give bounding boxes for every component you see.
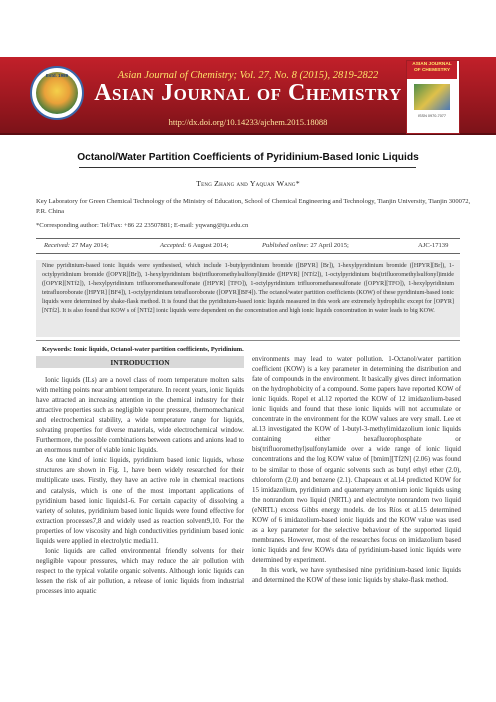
cover-issn: ISSN 0970-7077 (417, 114, 447, 118)
intro-paragraph: environments may lead to water pollution. 1-Octanol/water partition coefficient (KOW) is a key parameter in determining the distribution and fate of compounds in the environment. It basically gives direct information on the hydrophobicity of a compound. Some papers have reported KOW of ionic liquids. Ropel et al.12 reported the KOW of 12 imidazolium-based ionic liquids and found that these ionic liquids will not accumulate or concentrate in the environment for the KOW values are very small. Lee et al.13 investigated the KOW of 1-butyl-3-methylimidazolium ionic liquids containing either hexafluorophosphate or bis(trifluoromethyl)sulfonylamide over a wide range of ionic liquid concentrations and the log KOW value of [bmim][Tf2N] (2.06) was found to be similar to those of organic solvents such as butyl ethyl ether (2.0), chloroform (2.0) and benzene (2.1). Chapeaux et al.14 predicted KOW for 15 imidazolium, pyridinium and quaternary ammonium ionic liquids using the nonrandom two liquid (NRTL) and electrolyte nonrandom two liquid (eNRTL) excess Gibbs energy models. de los Ríos et al.15 determined KOW of 6 imidazolium-based ionic liquids and the KOW value was used as a key parameter for the selective behaviour of the supported liquid membranes. However, most of the researches focus on imidazolium based ionic liquids and few KOWs data of pyridinium-based ionic liquids were determined by experiment. (252, 356, 461, 564)
dates-rule-top (36, 238, 460, 239)
dates-rule-bottom (36, 253, 460, 254)
left-column (36, 376, 244, 597)
article-id: AJC-17139 (418, 242, 449, 249)
abstract-text: Nine pyridinium-based ionic liquids were synthesised, which include 1-butylpyridinium bromide ([BPYR] [Br]), 1-hexylpyridinium bromide ([HPYR][Br]), 1-octylpyridinium bromide ([OPYR][Br]), 1-hexylpyridinium bis(trifluoromethylsulfonyl)imide ([HPYR] [NTf2]), 1-octylpyridinium bis(trifluoromethylsulfonyl)imide ([OPYR][NTf2]), 1-hexylpyridinium trifluoromethanesulfonate ([HPYR] [TFO]), 1-octylpyridinium trifluoromethanesulfonate ([OPYR][TFO]), 1-hexylpyridinium tetrafluoroborate ([HPYR] [BF4]), 1-octylpyridinium tetrafluoroborate ([OPYR][BF4]). The octanol/water partition coefficients (KOW) of these pyridinium-based ionic liquids were determined by shake-flask method. It is found that the pyridinium-based ionic liquids measured in this work are extremely hydrophilic except for [OPYR] [NTf2]. It is also found that KOW s of [NTf2] ionic liquids were dependent on the concentration and high ionic liquids concentration in water leads to big KOW. (42, 263, 454, 315)
logo-text: Estd. 1989 (45, 73, 69, 78)
article-title: Octanol/Water Partition Coefficients of Pyridinium-Based Ionic Liquids (77, 152, 419, 163)
journal-title: Asian Journal of Chemistry (94, 80, 402, 106)
intro-paragraph: Ionic liquids (ILs) are a novel class of room temperature molten salts with melting points near ambient temperature. In recent years, ionic liquids have attracted an increasing attention in the chemical industry for their attractive properties such as negligible vapour pressure, thermomechanical and electrochemical stability, a wide temperature range for liquids, solvating properties for diverse materials, wide electrochemical window. Furthermore, the possible combinations between cations and anions lead to an enormous number of viable ionic liquids. (36, 377, 244, 455)
keywords: Keywords: Ionic liquids, Octanol-water partition coefficients, Pyridinium. (42, 346, 244, 353)
intro-paragraph: Ionic liquids are called environmental friendly solvents for their negligible vapour pressures, which may reduce the air pollution with respect to the typical volatile organic solvents. Although ionic liquids can lessen the risk of air pollution, a release of ionic liquids from industrial processes into aquatic (36, 547, 244, 595)
cover-title-line1: ASIAN JOURNAL (412, 62, 452, 67)
accepted-value: 6 August 2014; (188, 242, 229, 249)
journal-citation: Asian Journal of Chemistry; Vol. 27, No. 8 (2015), 2819-2822 (117, 70, 379, 81)
keywords-rule-top (36, 340, 460, 341)
section-heading-introduction: INTRODUCTION (110, 358, 170, 367)
intro-paragraph: In this work, we have synthesised nine pyridinium-based ionic liquids and determined the KOW of these ionic liquids by shake-flask method. (252, 566, 461, 585)
received-value: 27 May 2014; (71, 242, 109, 249)
intro-paragraph: As one kind of ionic liquids, pyridinium based ionic liquids, whose structures are shown in Fig. 1, have been widely researched for their multiplicate uses. Firstly, they have an active role in chemical reactions and catalysis, which is one of the most important applications of pyridinium based ionic liquids1-6. For certain capacity of dissolving a variety of solutes, pyridinium based ionic liquids were found effective for extraction processes7,8 and widely used as reaction solvent9,10. For the properties of low viscosity and high conductivities pyridinium based ionic liquids were applied in electrolytic media11. (36, 457, 244, 545)
right-column (252, 355, 461, 586)
corresponding-author: *Corresponding author: Tel/Fax: +86 22 23507881; E-mail: yqwang@tju.edu.cn (36, 222, 249, 229)
cover-title-line2: OF CHEMISTRY (413, 67, 451, 73)
title-rule (79, 167, 416, 168)
received-label: Received: (44, 242, 70, 249)
accepted-date (160, 242, 228, 249)
accepted-label: Accepted: (160, 242, 187, 249)
journal-logo-emblem (36, 72, 78, 114)
doi-link[interactable]: http://dx.doi.org/10.14233/ajchem.2015.18088 (168, 117, 328, 127)
received-date (44, 242, 109, 249)
author-affiliation: Key Laboratory for Green Chemical Technology of the Ministry of Education, School of Chemical Engineering and Technology, Tianjin University, Tianjin 300072, P.R. China (36, 198, 471, 215)
published-date (262, 242, 349, 249)
published-label: Published online: (262, 242, 309, 249)
article-authors: Teng Zhang and Yaquan Wang* (196, 179, 300, 188)
cover-title (407, 62, 457, 73)
cover-image (414, 84, 450, 110)
published-value: 27 April 2015; (310, 242, 349, 249)
